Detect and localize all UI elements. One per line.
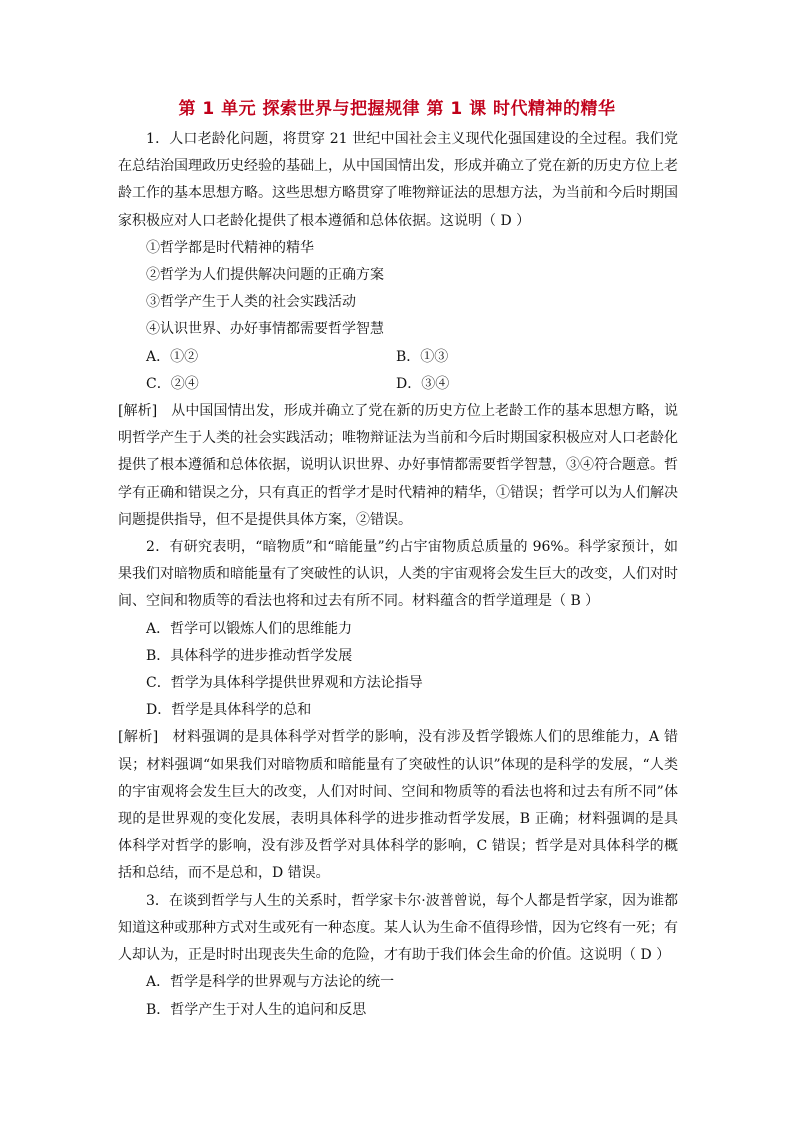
question-3-stem: 3．在谈到哲学与人生的关系时，哲学家卡尔·波普曾说，每个人都是哲学家，因为谁都知道这种或那种方式对生或死有一种态度。某人认为生命不值得珍惜，因为它终有一死；有人却认为，正是时时出现丧失生命的危险，才有助于我们体会生命的价值。这说明（ D ） (118, 892, 678, 964)
question-1-item: ①哲学都是时代精神的精华 (146, 239, 314, 256)
question-2-analysis (118, 724, 678, 887)
question-1-item: ③哲学产生于人类的社会实践活动 (146, 294, 356, 311)
page-title: 第 1 单元 探索世界与把握规律 第 1 课 时代精神的精华 (178, 99, 616, 119)
question-1-analysis (118, 398, 678, 534)
option-d: D．哲学是具体科学的总和 (146, 702, 312, 719)
option-a: A．①② (146, 348, 199, 365)
option-d: D．③④ (396, 375, 450, 392)
option-b: B．①③ (396, 348, 449, 365)
option-c: C．②④ (146, 375, 199, 392)
option-b: B．具体科学的进步推动哲学发展 (146, 647, 353, 664)
question-1-stem: 1．人口老龄化问题，将贯穿 21 世纪中国社会主义现代化强国建设的全过程。我们党在总结治国理政历史经验的基础上，从中国国情出发，形成并确立了党在新的历史方位上老龄工作的基本思想方略。这些思想方略贯穿了唯物辩证法的思想方法，为当前和今后时期国家积极应对人口老龄化提供了根本遵循和总体依据。这说明（ D ） (118, 131, 678, 229)
question-1-options-row (118, 371, 678, 398)
analysis-text: 从中国国情出发，形成并确立了党在新的历史方位上老龄工作的基本思想方略，说明哲学产生于人类的社会实践活动；唯物辩证法为当前和今后时期国家积极应对人口老龄化提供了根本遵循和总体依据，说明认识世界、办好事情都需要哲学智慧，③④符合题意。哲学有正确和错误之分，只有真正的哲学才是时代精神的精华，①错误；哲学可以为人们解决问题提供指导，但不是提供具体方案，②错误。 (118, 403, 678, 528)
question-1-item: ④认识世界、办好事情都需要哲学智慧 (146, 321, 384, 338)
option-c: C．哲学为具体科学提供世界观和方法论指导 (146, 675, 423, 692)
content (118, 126, 678, 1024)
question-1-item: ②哲学为人们提供解决问题的正确方案 (146, 267, 384, 284)
question-2-stem: 2．有研究表明，“暗物质”和“暗能量”约占宇宙物质总质量的 96%。科学家预计，如果我们对暗物质和暗能量有了突破性的认识，人类的宇宙观将会发生巨大的改变，人们对时间、空间和物质等的看法也将和过去有所不同。材料蕴含的哲学道理是（ B ） (118, 539, 678, 610)
option-b: B．哲学产生于对人生的追问和反思 (146, 1001, 367, 1018)
option-a: A．哲学可以锻炼人们的思维能力 (146, 620, 353, 637)
analysis-tag: [解析] (118, 403, 158, 420)
analysis-text: 材料强调的是具体科学对哲学的影响，没有涉及哲学锻炼人们的思维能力，A 错误；材料强调“如果我们对暗物质和暗能量有了突破性的认识”体现的是科学的发展，“人类的宇宙观将会发生巨大的改变，人们对时间、空间和物质等的看法也将和过去有所不同”体现的是世界观的变化发展，表明具体科学的进步推动哲学发展，B 正确；材料强调的是具体科学对哲学的影响，没有涉及哲学对具体科学的影响，C 错误；哲学是对具体科学的概括和总结，而不是总和，D 错误。 (118, 729, 678, 882)
analysis-tag: [解析] (118, 729, 159, 746)
question-1-options-row (118, 344, 678, 371)
option-a: A．哲学是科学的世界观与方法论的统一 (146, 974, 395, 991)
